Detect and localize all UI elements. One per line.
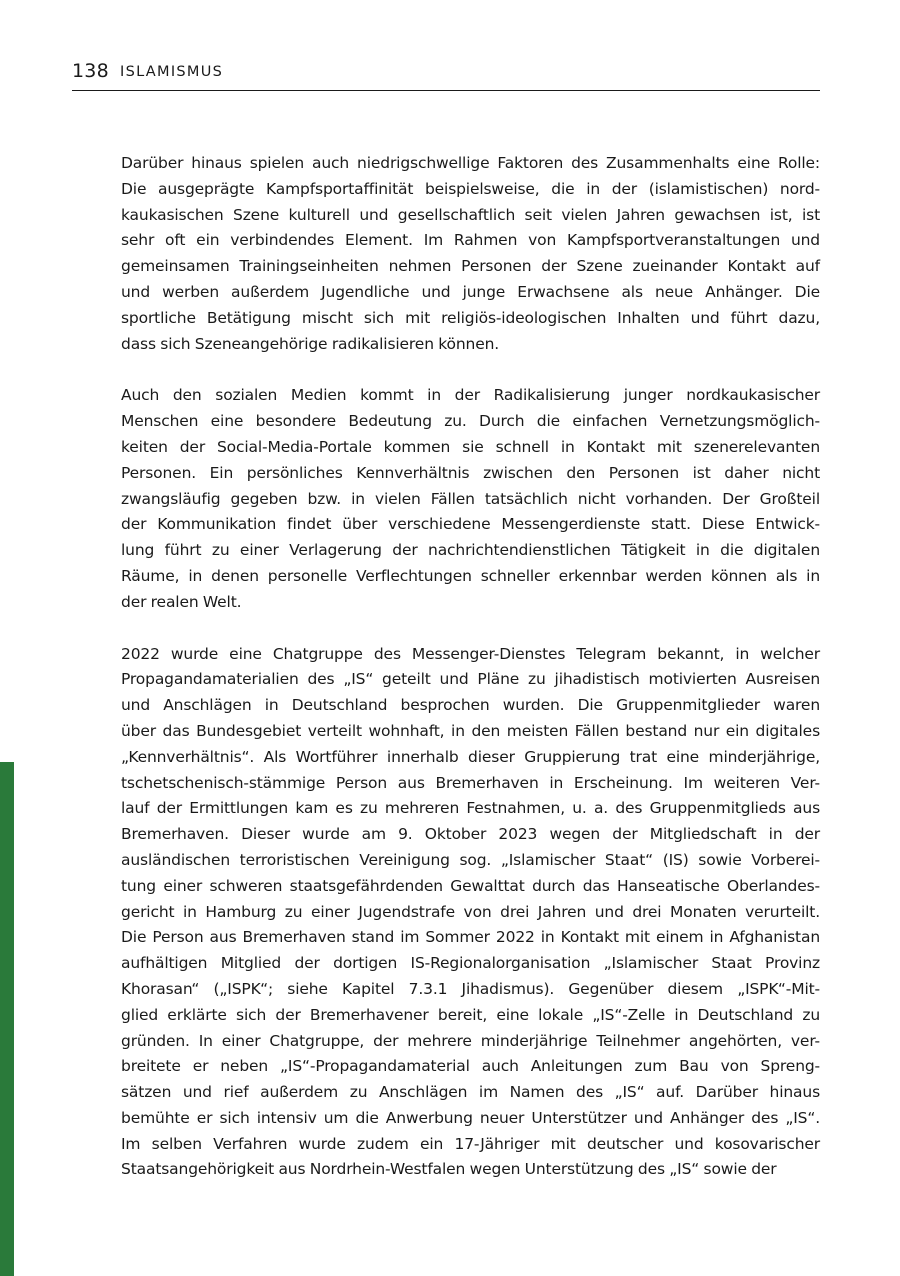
text-line: lung führt zu einer Verlagerung der nachrichtendienstlichen Tätigkeit in die digitalen <box>121 541 820 560</box>
text-line: zwangsläufig gegeben bzw. in vielen Fällen tatsächlich nicht vorhanden. Der Großteil <box>121 489 820 508</box>
text-line: glied erklärte sich der Bremerhavener bereit, eine lokale „IS“-Zelle in Deutschland zu <box>121 1005 820 1024</box>
page-number: 138 <box>72 60 109 82</box>
text-line: der Kommunikation findet über verschiedene Messengerdienste statt. Diese Entwick- <box>121 515 820 534</box>
text-line: gericht in Hamburg zu einer Jugendstrafe von drei Jahren und drei Monaten verurteilt. <box>121 902 820 921</box>
text-line: aufhältigen Mitglied der dortigen IS-Regionalorganisation „Islamischer Staat Provinz <box>121 954 820 973</box>
text-line: Die Person aus Bremerhaven stand im Sommer 2022 in Kontakt mit einem in Afghanistan <box>121 928 820 947</box>
text-line: „Kennverhältnis“. Als Wortführer innerhalb dieser Gruppierung trat eine minderjährige, <box>121 747 820 766</box>
paragraph <box>121 151 820 357</box>
text-line: kaukasischen Szene kulturell und gesellschaftlich seit vielen Jahren gewachsen ist, ist <box>121 205 820 224</box>
text-line: tung einer schweren staatsgefährdenden Gewalttat durch das Hanseatische Oberlandes- <box>121 876 820 895</box>
text-line: der realen Welt. <box>121 592 242 611</box>
paragraph <box>121 642 820 1184</box>
chapter-side-bar <box>0 762 14 1276</box>
text-line: Die ausgeprägte Kampfsportaffinität beispielsweise, die in der (islamistischen) nord- <box>121 179 820 198</box>
text-line: tschetschenisch-stämmige Person aus Bremerhaven in Erscheinung. Im weiteren Ver- <box>121 773 820 792</box>
text-line: Personen. Ein persönliches Kennverhältnis zwischen den Personen ist daher nicht <box>121 463 820 482</box>
paragraph <box>121 383 820 615</box>
chapter-title: ISLAMISMUS <box>120 64 224 80</box>
body-text <box>121 151 820 1209</box>
text-line: sportliche Betätigung mischt sich mit religiös-ideologischen Inhalten und führt dazu, <box>121 308 820 327</box>
text-line: Räume, in denen personelle Verflechtungen schneller erkennbar werden können als in <box>121 566 820 585</box>
text-line: Menschen eine besondere Bedeutung zu. Durch die einfachen Vernetzungsmöglich- <box>121 412 820 431</box>
running-head <box>72 58 820 91</box>
text-line: Propagandamaterialien des „IS“ geteilt und Pläne zu jihadistisch motivierten Ausreisen <box>121 670 820 689</box>
text-line: sehr oft ein verbindendes Element. Im Rahmen von Kampfsportveranstaltungen und <box>121 231 820 250</box>
text-line: und Anschlägen in Deutschland besprochen wurden. Die Gruppenmitglieder waren <box>121 696 820 715</box>
text-line: dass sich Szeneangehörige radikalisieren können. <box>121 334 500 353</box>
text-line: und werben außerdem Jugendliche und junge Erwachsene als neue Anhänger. Die <box>121 282 820 301</box>
text-line: Darüber hinaus spielen auch niedrigschwellige Faktoren des Zusammenhalts eine Rolle: <box>121 154 820 172</box>
text-line: Staatsangehörigkeit aus Nordrhein-Westfalen wegen Unterstützung des „IS“ sowie der <box>121 1160 777 1179</box>
text-line: ausländischen terroristischen Vereinigung sog. „Islamischer Staat“ (IS) sowie Vorberei- <box>121 850 820 869</box>
text-line: gemeinsamen Trainingseinheiten nehmen Personen der Szene zueinander Kontakt auf <box>121 257 820 276</box>
text-line: sätzen und rief außerdem zu Anschlägen im Namen des „IS“ auf. Darüber hinaus <box>121 1083 820 1102</box>
text-line: keiten der Social-Media-Portale kommen sie schnell in Kontakt mit szenerelevanten <box>121 437 820 456</box>
text-line: Khorasan“ („ISPK“; siehe Kapitel 7.3.1 Jihadismus). Gegenüber diesem „ISPK“-Mit- <box>121 979 820 998</box>
text-line: breitete er neben „IS“-Propagandamaterial auch Anleitungen zum Bau von Spreng- <box>121 1057 820 1076</box>
text-line: bemühte er sich intensiv um die Anwerbung neuer Unterstützer und Anhänger des „IS“. <box>121 1108 820 1127</box>
text-line: gründen. In einer Chatgruppe, der mehrere minderjährige Teilnehmer angehörten, ver- <box>121 1031 820 1050</box>
text-line: Im selben Verfahren wurde zudem ein 17-Jähriger mit deutscher und kosovarischer <box>121 1134 820 1153</box>
text-line: Auch den sozialen Medien kommt in der Radikalisierung junger nordkaukasischer <box>121 386 820 405</box>
text-line: Bremerhaven. Dieser wurde am 9. Oktober 2023 wegen der Mitgliedschaft in der <box>121 825 820 844</box>
text-line: 2022 wurde eine Chatgruppe des Messenger-Dienstes Telegram bekannt, in welcher <box>121 644 820 663</box>
text-line: über das Bundesgebiet verteilt wohnhaft, in den meisten Fällen bestand nur ein digitales <box>121 721 820 740</box>
text-line: lauf der Ermittlungen kam es zu mehreren Festnahmen, u. a. des Gruppenmitglieds aus <box>121 799 820 818</box>
